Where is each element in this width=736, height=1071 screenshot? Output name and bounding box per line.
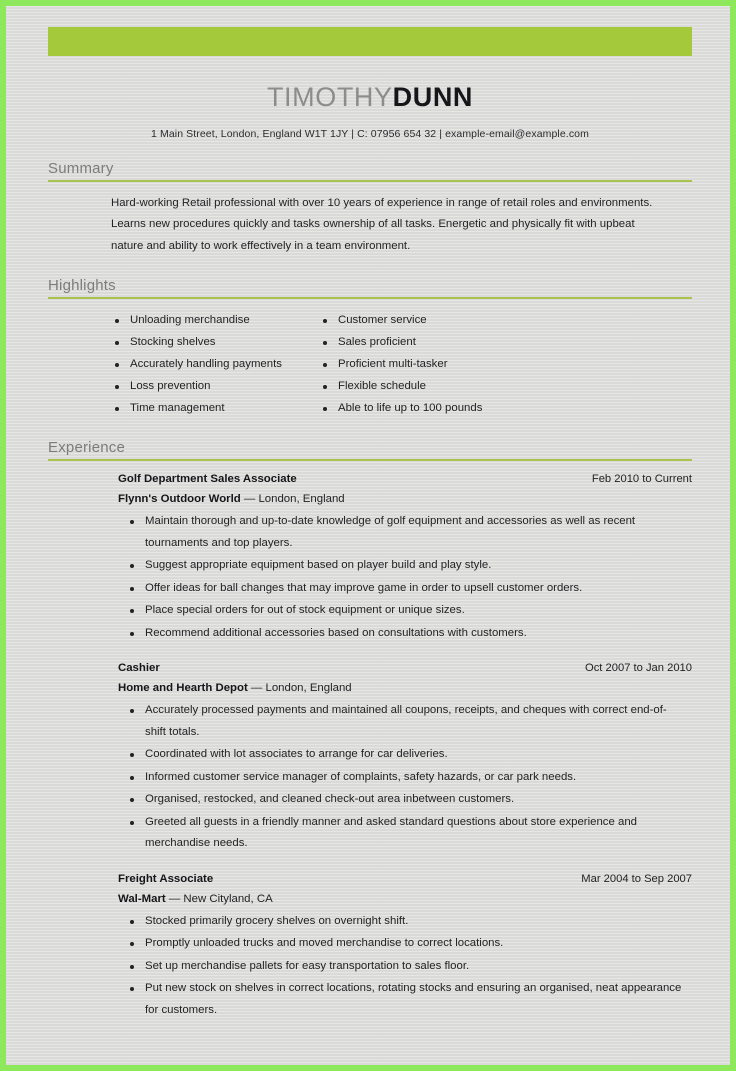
job-company-line <box>118 493 692 505</box>
summary-text: Hard-working Retail professional with over 10 years of experience in range of retail roles and environments. Learns new procedures quickly and tasks ownership of all tasks. Energetic and physically fit with upbeat nature and ability to work effectively in a team environment. <box>111 196 653 252</box>
list-item: Suggest appropriate equipment based on player build and play style. <box>118 555 684 577</box>
highlights-heading: Highlights <box>48 277 116 295</box>
job-title: Golf Department Sales Associate <box>118 473 297 486</box>
job-dates: Feb 2010 to Current <box>591 473 692 486</box>
experience-entry <box>118 662 692 855</box>
section-summary <box>48 160 692 258</box>
company-name: Wal-Mart <box>118 892 166 905</box>
job-location: London, England <box>258 493 345 506</box>
job-location: London, England <box>265 682 352 695</box>
first-name: TIMOTHY <box>266 82 393 112</box>
list-item: Time management <box>111 397 319 419</box>
list-item: Accurately processed payments and maintained all coupons, receipts, and cheques with correct end-of-shift totals. <box>118 700 684 743</box>
job-bullets <box>118 700 684 855</box>
list-item: Offer ideas for ball changes that may improve game in order to upsell customer orders. <box>118 578 684 600</box>
job-title: Freight Associate <box>118 872 214 885</box>
company-name: Flynn's Outdoor World <box>118 493 241 506</box>
list-item: Recommend additional accessories based on consultations with customers. <box>118 623 684 645</box>
job-bullets <box>118 511 684 644</box>
list-item: Flexible schedule <box>319 375 482 397</box>
job-header <box>118 873 692 885</box>
list-item: Loss prevention <box>111 375 319 397</box>
job-header <box>118 662 692 674</box>
list-item: Customer service <box>319 309 482 331</box>
job-dates: Oct 2007 to Jan 2010 <box>585 662 692 675</box>
contact-line: 1 Main Street, London, England W1T 1JY | C: 07956 654 32 | example-email@example.com <box>151 127 589 140</box>
job-bullets <box>118 911 684 1022</box>
experience-entry <box>118 873 692 1022</box>
list-item: Unloading merchandise <box>111 309 319 331</box>
highlights-column-1 <box>111 309 319 419</box>
list-item: Set up merchandise pallets for easy transportation to sales floor. <box>118 956 684 978</box>
header-accent-bar <box>48 27 692 56</box>
list-item: Accurately handling payments <box>111 353 319 375</box>
section-experience <box>48 439 692 1021</box>
experience-body <box>48 461 692 1021</box>
job-dates: Mar 2004 to Sep 2007 <box>581 872 692 885</box>
company-separator: — <box>240 493 259 506</box>
job-header <box>118 473 692 485</box>
list-item: Put new stock on shelves in correct locations, rotating stocks and ensuring an organised, neat appearance for customers. <box>118 978 684 1021</box>
list-item: Stocked primarily grocery shelves on overnight shift. <box>118 911 684 933</box>
list-item: Place special orders for out of stock equipment or unique sizes. <box>118 600 684 622</box>
job-company-line <box>118 682 692 694</box>
job-location: New Cityland, CA <box>183 892 273 905</box>
experience-entry <box>118 473 692 644</box>
list-item: Organised, restocked, and cleaned check-out area inbetween customers. <box>118 789 684 811</box>
list-item: Informed customer service manager of complaints, safety hazards, or car park needs. <box>118 767 684 789</box>
list-item: Greeted all guests in a friendly manner and asked standard questions about store experience and merchandise needs. <box>118 812 684 855</box>
summary-heading: Summary <box>48 159 114 177</box>
job-title: Cashier <box>118 662 160 675</box>
list-item: Sales proficient <box>319 331 482 353</box>
section-highlights <box>48 277 692 419</box>
list-item: Stocking shelves <box>111 331 319 353</box>
list-item: Maintain thorough and up-to-date knowledge of golf equipment and accessories as well as recent tournaments and top players. <box>118 511 684 554</box>
company-separator: — <box>247 682 266 695</box>
list-item: Promptly unloaded trucks and moved merchandise to correct locations. <box>118 933 684 955</box>
company-separator: — <box>165 892 184 905</box>
highlights-body <box>48 299 692 419</box>
list-item: Coordinated with lot associates to arrange for car deliveries. <box>118 744 684 766</box>
resume-content <box>48 6 692 1021</box>
job-company-line <box>118 893 692 905</box>
company-name: Home and Hearth Depot <box>118 682 248 695</box>
experience-heading: Experience <box>48 439 126 457</box>
highlights-column-2 <box>319 309 482 419</box>
resume-page <box>6 6 730 1065</box>
list-item: Proficient multi-tasker <box>319 353 482 375</box>
list-item: Able to life up to 100 pounds <box>319 397 482 419</box>
last-name: DUNN <box>392 82 474 112</box>
summary-body <box>48 182 692 258</box>
candidate-name <box>48 83 692 113</box>
